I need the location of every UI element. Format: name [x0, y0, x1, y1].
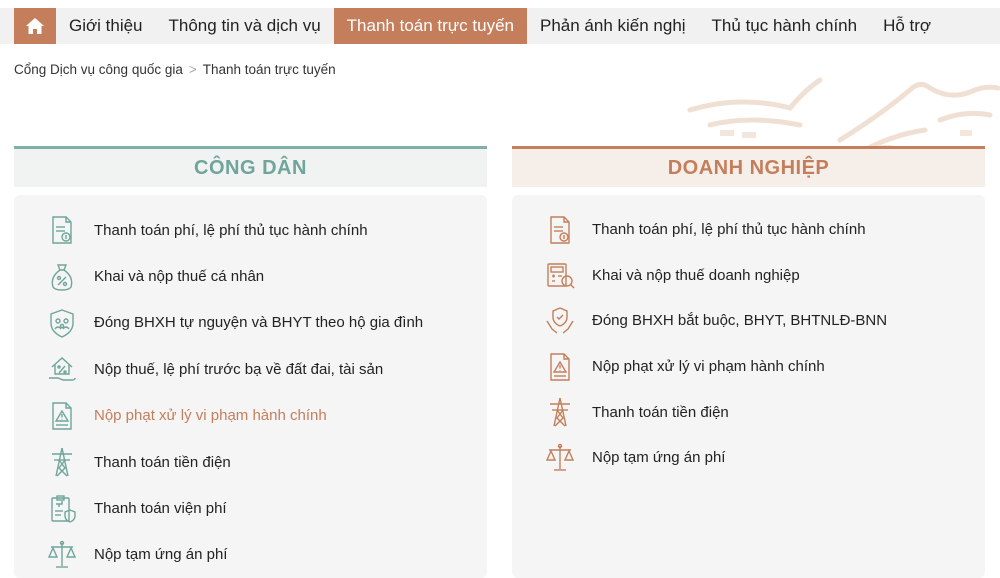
house-hand-percent-icon	[46, 353, 78, 385]
business-column	[512, 146, 985, 578]
breadcrumb-separator: >	[188, 62, 197, 77]
nav-item-thanh-toan-truc-tuyen[interactable]: Thanh toán trực tuyến	[334, 8, 527, 44]
main-nav	[0, 8, 1000, 44]
citizen-service-land-tax[interactable]	[14, 346, 487, 392]
citizen-service-personal-tax[interactable]	[14, 253, 487, 299]
business-service-corporate-tax[interactable]	[512, 253, 985, 299]
business-service-label: Nộp phạt xử lý vi phạm hành chính	[592, 358, 825, 376]
citizen-service-fines[interactable]	[14, 393, 487, 439]
document-fee-icon	[544, 214, 576, 246]
nav-item-thu-tuc-hanh-chinh[interactable]: Thủ tục hành chính	[711, 16, 858, 35]
breadcrumb-current: Thanh toán trực tuyến	[202, 62, 336, 77]
business-title: DOANH NGHIỆP	[512, 146, 985, 187]
business-service-court-fee[interactable]	[512, 435, 985, 481]
business-service-electricity[interactable]	[512, 389, 985, 435]
citizen-service-hospital[interactable]	[14, 485, 487, 531]
nav-item-thong-tin-dich-vu[interactable]: Thông tin và dịch vụ	[168, 16, 321, 35]
nav-item-phan-anh-kien-nghi[interactable]: Phản ánh kiến nghị	[539, 16, 686, 35]
hands-shield-icon	[544, 305, 576, 337]
citizen-column	[14, 146, 487, 578]
home-icon	[25, 17, 45, 35]
power-tower-icon	[544, 396, 576, 428]
scales-icon	[544, 442, 576, 474]
citizen-service-label: Nộp tạm ứng án phí	[94, 546, 228, 564]
scales-icon	[46, 539, 78, 571]
nav-item-gioi-thieu[interactable]: Giới thiệu	[69, 16, 143, 35]
citizen-service-label: Thanh toán tiền điện	[94, 453, 231, 471]
money-bag-percent-icon	[46, 261, 78, 293]
citizen-title: CÔNG DÂN	[14, 146, 487, 187]
warning-document-icon	[544, 351, 576, 383]
business-service-label: Khai và nộp thuế doanh nghiệp	[592, 266, 800, 284]
citizen-service-label: Đóng BHXH tự nguyện và BHYT theo hộ gia đình	[94, 314, 424, 332]
document-fee-icon	[46, 214, 78, 246]
medical-clipboard-icon	[46, 493, 78, 525]
home-button[interactable]	[14, 8, 56, 44]
nav-item-ho-tro[interactable]: Hỗ trợ	[883, 16, 932, 35]
business-service-label: Đóng BHXH bắt buộc, BHYT, BHTNLĐ-BNN	[592, 312, 888, 330]
business-service-label: Thanh toán tiền điện	[592, 403, 729, 421]
citizen-service-admin-fee[interactable]	[14, 207, 487, 253]
citizen-service-social-insurance[interactable]	[14, 300, 487, 346]
business-service-label: Thanh toán phí, lệ phí thủ tục hành chính	[592, 221, 866, 239]
business-service-fines[interactable]	[512, 344, 985, 390]
business-service-label: Nộp tạm ứng án phí	[592, 449, 726, 467]
warning-document-icon	[46, 400, 78, 432]
citizen-service-label: Thanh toán phí, lệ phí thủ tục hành chính	[94, 221, 368, 239]
citizen-service-label: Nộp phạt xử lý vi phạm hành chính	[94, 407, 327, 425]
family-shield-icon	[46, 307, 78, 339]
breadcrumb-home-link[interactable]: Cổng Dịch vụ công quốc gia	[14, 62, 183, 77]
citizen-service-label: Nộp thuế, lệ phí trước bạ về đất đai, tài sản	[94, 360, 384, 378]
citizen-service-label: Khai và nộp thuế cá nhân	[94, 268, 265, 286]
citizen-service-electricity[interactable]	[14, 439, 487, 485]
breadcrumb	[14, 62, 336, 77]
citizen-service-label: Thanh toán viện phí	[94, 500, 227, 518]
citizen-service-list	[14, 195, 487, 578]
tax-calculator-icon	[544, 259, 576, 291]
citizen-service-court-fee[interactable]	[14, 532, 487, 578]
business-service-admin-fee[interactable]	[512, 207, 985, 253]
power-tower-icon	[46, 446, 78, 478]
business-service-list	[512, 195, 985, 578]
business-service-compulsory-insurance[interactable]	[512, 298, 985, 344]
